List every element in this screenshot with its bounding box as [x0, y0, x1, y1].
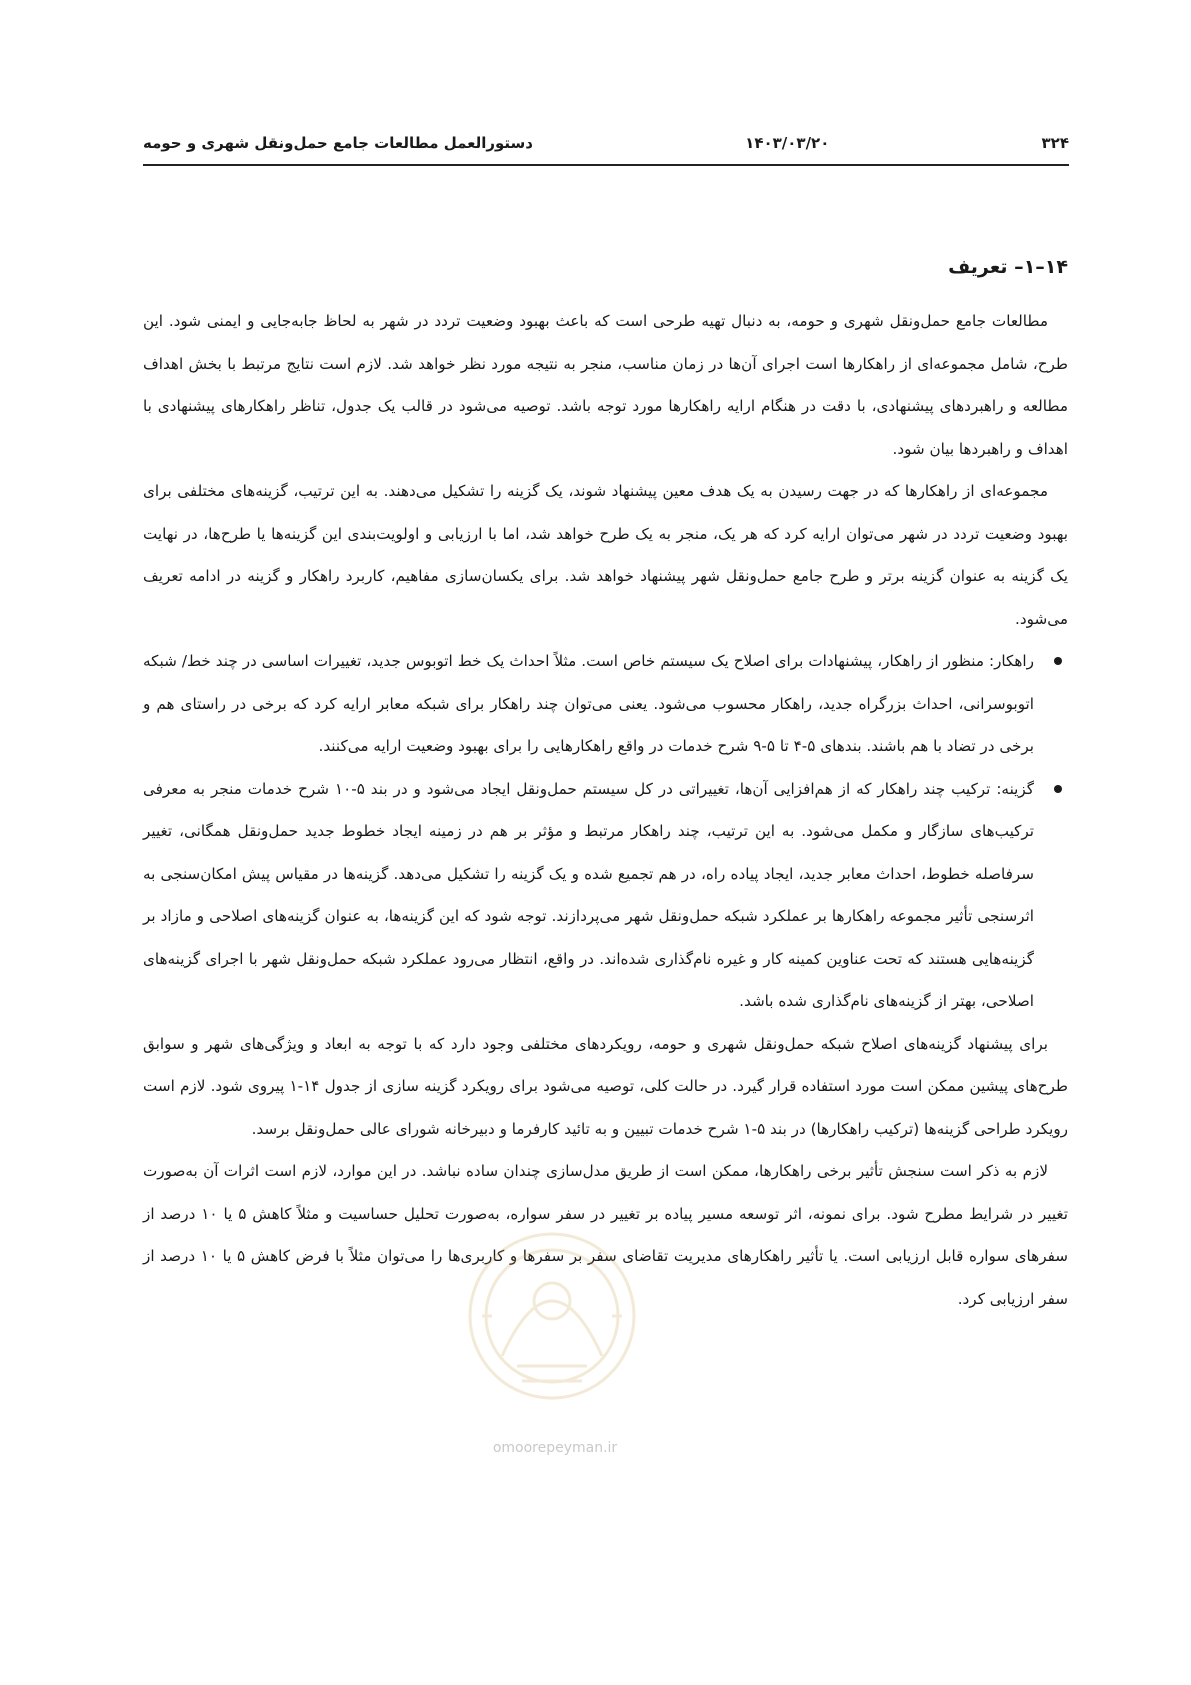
paragraph-definition: مطالعات جامع حمل‌ونقل شهری و حومه، به دنبال تهیه طرحی است که باعث بهبود وضعیت تردد در شهر به لحاظ جابه‌جایی و ایمنی شود. این طرح، شامل مجموعه‌ای از راهکارها است اجرای آن‌ها در زمان مناسب، منجر به نتیجه مورد نظر خواهد شد. لازم است نتایج مرتبط با بخش اهداف مطالعه و راهبردهای پیشنهادی، با دقت در هنگام ارایه راهکارها مورد توجه باشد. توصیه می‌شود در قالب یک جدول، تناظر راهکارهای پیشنهادی با اهداف و راهبردها بیان شود. [143, 312, 1068, 458]
list-item-text: راهکار: منظور از راهکار، پیشنهادات برای اصلاح یک سیستم خاص است. مثلاً احداث یک خط اتوبوس جدید، تغییرات اساسی در چند خط/ شبکه اتوبوسرانی، احداث بزرگراه جدید، راهکار محسوب می‌شود. یعنی می‌توان چند راهکار برای شبکه معابر ارایه کرد که برخی در راستای هم و برخی در تضاد با هم باشند. بندهای ۵-۴ تا ۵-۹ شرح خدمات در واقع راهکارهایی را برای بهبود وضعیت ارایه می‌کنند. [143, 652, 1034, 755]
header-title: دستورالعمل مطالعات جامع حمل‌ونقل شهری و حومه [143, 134, 534, 152]
watermark-text: omoorepeyman.ir [492, 1440, 618, 1456]
definition-list [143, 640, 1068, 1023]
paragraph-options: مجموعه‌ای از راهکارها که در جهت رسیدن به یک هدف معین پیشنهاد شوند، یک گزینه را تشکیل می‌دهند. به این ترتیب، گزینه‌های مختلفی برای بهبود وضعیت تردد در شهر می‌توان ارایه کرد که هر یک، منجر به یک طرح خواهد شد، اما با ارزیابی و اولویت‌بندی این گزینه‌ها یا طرح‌ها، در نهایت یک گزینه به عنوان گزینه برتر و طرح جامع حمل‌ونقل شهر پیشنهاد خواهد شد. برای یکسان‌سازی مفاهیم، کاربرد راهکار و گزینه در ادامه تعریف می‌شود. [143, 482, 1068, 628]
bullet-icon [1054, 785, 1062, 793]
list-item [143, 640, 1068, 768]
paragraph-impact: لازم به ذکر است سنجش تأثیر برخی راهکارها، ممکن است از طریق مدل‌سازی چندان ساده نباشد. در این موارد، لازم است اثرات آن به‌صورت تغییر در شرایط مطرح شود. برای نمونه، اثر توسعه مسیر پیاده بر تغییر در سفر سواره، به‌صورت تحلیل حساسیت و مثلاً کاهش ۵ یا ۱۰ درصد از سفرهای سواره قابل ارزیابی است. یا تأثیر راهکارهای مدیریت تقاضای سفر بر سفرها و کاربری‌ها را می‌توان مثلاً با فرض کاهش ۵ یا ۱۰ درصد از سفر ارزیابی کرد. [143, 1162, 1068, 1308]
header-date: ۱۴۰۳/۰۳/۲۰ [745, 134, 830, 152]
page-content [143, 252, 1068, 1320]
seal-logo-icon [462, 1206, 642, 1456]
page-number: ۳۲۴ [1041, 134, 1069, 152]
page-header [143, 128, 1069, 158]
section-title: ۱۴–۱– تعریف [948, 256, 1068, 278]
list-item [143, 768, 1068, 1023]
paragraph-approach: برای پیشنهاد گزینه‌های اصلاح شبکه حمل‌ونقل شهری و حومه، رویکردهای مختلفی وجود دارد که با توجه به ابعاد و ویژگی‌های شهر و سوابق طرح‌های پیشین ممکن است مورد استفاده قرار گیرد. در حالت کلی، توصیه می‌شود برای رویکرد گزینه سازی از جدول ۱۴-۱ پیروی شود. لازم است رویکرد طراحی گزینه‌ها (ترکیب راهکارها) در بند ۵-۱ شرح خدمات تبیین و به تائید کارفرما و دبیرخانه شورای عالی حمل‌ونقل برسد. [143, 1034, 1068, 1138]
list-item-text: گزینه: ترکیب چند راهکار که از هم‌افزایی آن‌ها، تغییراتی در کل سیستم حمل‌ونقل ایجاد می‌شود و در بند ۵-۱۰ شرح خدمات منجر به معرفی ترکیب‌های سازگار و مکمل می‌شود. به این ترتیب، چند راهکار مرتبط و مؤثر بر هم در زمینه ایجاد خطوط جدید حمل‌ونقل همگانی، تغییر سرفاصله خطوط، احداث معابر جدید، ایجاد پیاده راه، در هم تجمیع شده و یک گزینه را تشکیل می‌دهد. گزینه‌ها در مقیاس پیش امکان‌سنجی به اثرسنجی تأثیر مجموعه راهکارها بر عملکرد شبکه حمل‌ونقل شهر می‌پردازند. توجه شود که این گزینه‌ها، به عنوان گزینه‌های اصلاحی و مازاد بر گزینه‌هایی هستند که تحت عناوین کمینه کار و غیره نام‌گذاری شده‌اند. در واقع، انتظار می‌رود عملکرد شبکه حمل‌ونقل شهر با اجرای گزینه‌های اصلاحی، بهتر از گزینه‌های نام‌گذاری شده باشد. [143, 779, 1034, 1010]
bullet-icon [1054, 657, 1062, 665]
header-divider [143, 164, 1069, 166]
